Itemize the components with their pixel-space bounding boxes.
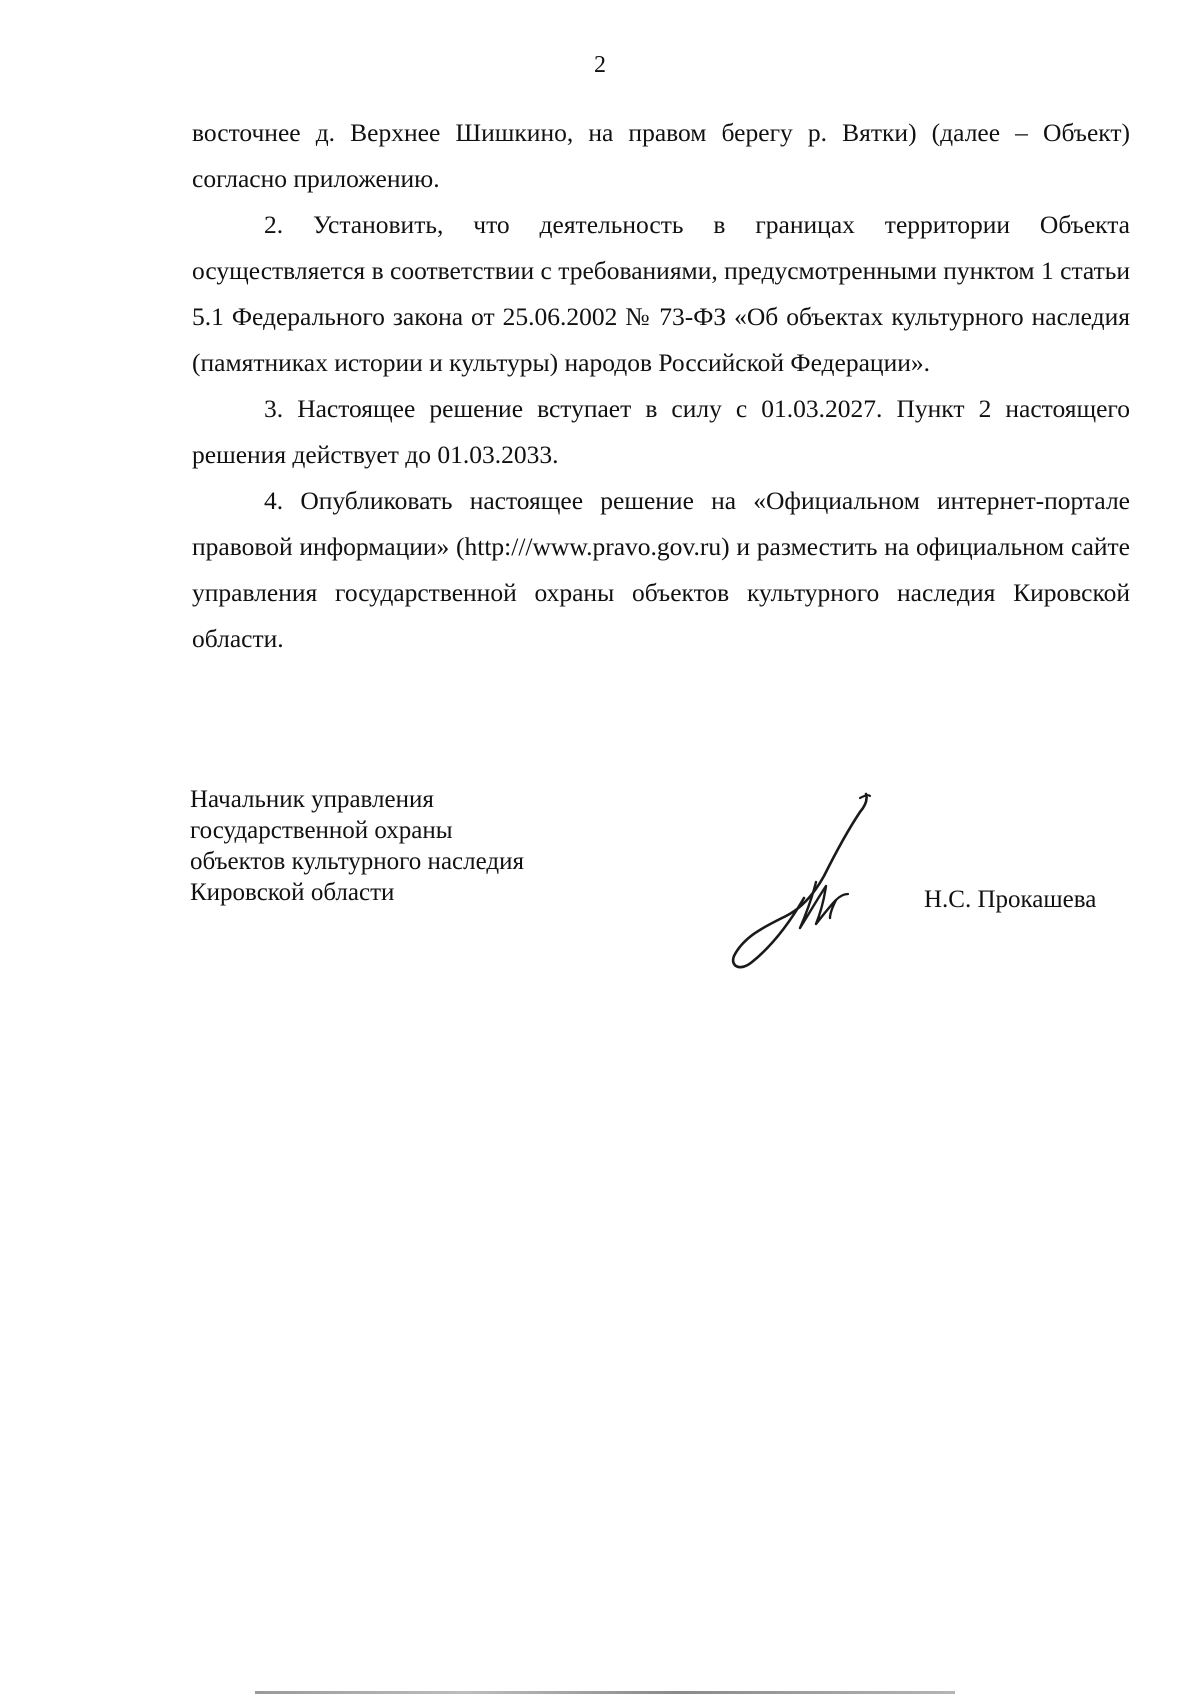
signer-name: Н.С. Прокашева xyxy=(924,886,1097,913)
handwritten-signature xyxy=(720,790,880,970)
signer-title-line: Начальник управления xyxy=(190,786,434,813)
paragraph-item-2: 2. Установить, что деятельность в границах территории Объекта осуществляется в соответствии с требованиями, предусмотренными пунктом 1 статьи 5.1 Федерального закона от 25.06.2002 № 73-ФЗ «Об объектах культурного наследия (памятниках истории и культуры) народов Российской Федерации». xyxy=(192,210,1130,377)
paragraph-continuation: восточнее д. Верхнее Шишкино, на правом берегу р. Вятки) (далее – Объект) согласно приложению. xyxy=(192,118,1130,193)
signer-position-title xyxy=(190,784,524,908)
paragraph-item-4: 4. Опубликовать настоящее решение на «Официальном интернет-портале правовой информации» (http:///www.pravo.gov.ru) и разместить на официальном сайте управления государственной охраны объектов культурного наследия Кировской области. xyxy=(192,486,1130,653)
signer-title-line: объектов культурного наследия xyxy=(190,848,524,875)
document-body xyxy=(192,110,1130,662)
paragraph-item-3: 3. Настоящее решение вступает в силу с 01.03.2027. Пункт 2 настоящего решения действует до 01.03.2033. xyxy=(192,394,1130,469)
page-number: 2 xyxy=(594,52,606,78)
signer-title-line: государственной охраны xyxy=(190,817,453,844)
signer-title-line: Кировской области xyxy=(190,879,395,906)
page-bottom-rule xyxy=(255,1691,955,1694)
